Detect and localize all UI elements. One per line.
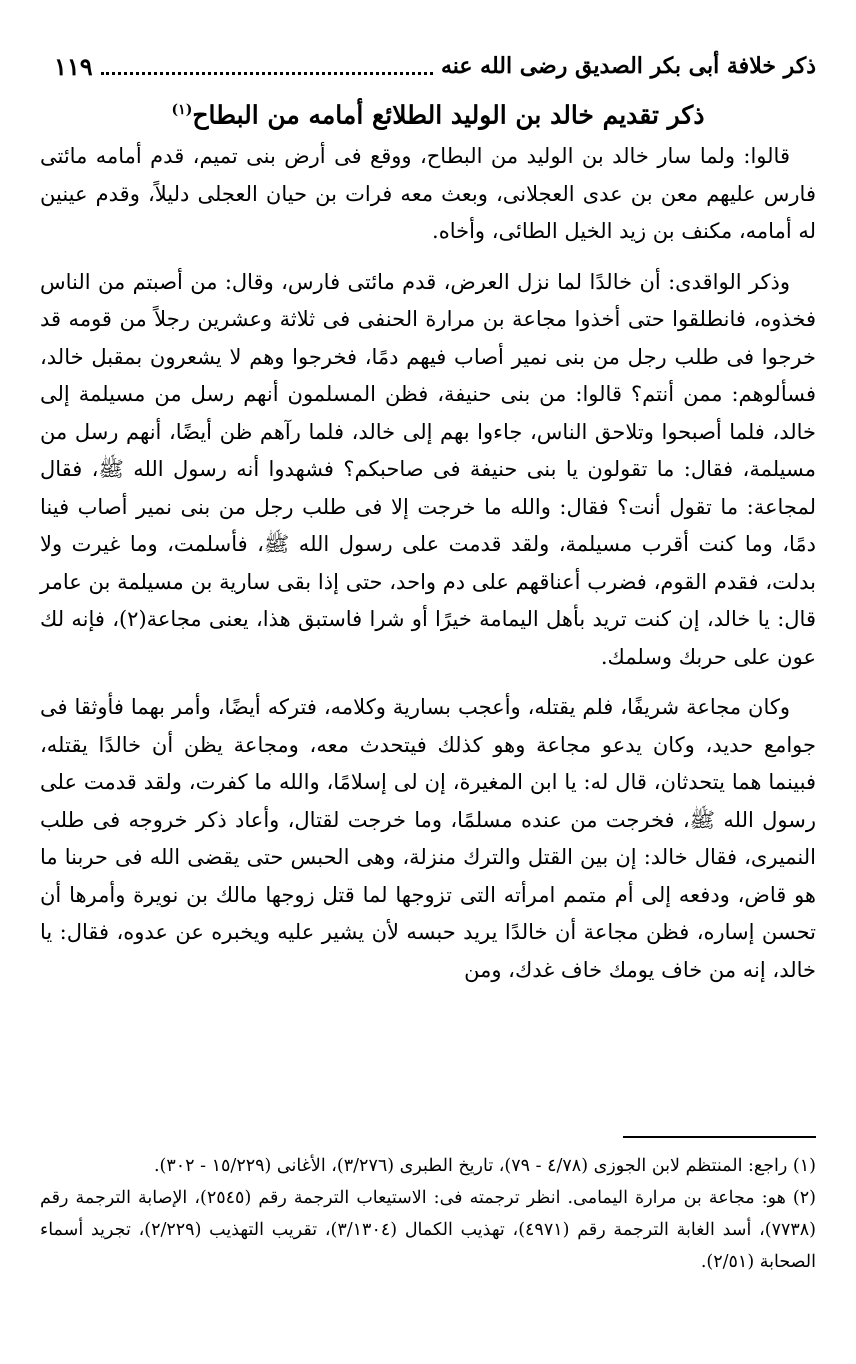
- footnotes: [40, 1150, 816, 1278]
- paragraph: وذكر الواقدى: أن خالدًا لما نزل العرض، قدم مائتى فارس، وقال: من أصبتم من الناس فخذوه، فانطلقوا حتى أخذوا مجاعة بن مرارة الحنفى فى ثلاثة وعشرين رجلاً من قومه قد خرجوا فى طلب رجل من بنى نمير أصاب فيهم دمًا، فخرجوا وهم لا يشعرون بمقبل خالد، فسألوهم: ممن أنتم؟ قالوا: من بنى حنيفة، فظن المسلمون أنهم رسل من مسيلمة إلى خالد، فلما أصبحوا وتلاحق الناس، جاءوا بهم إلى خالد، فلما رآهم ظن أيضًا، أنهم رسل من مسيلمة، فقال: ما تقولون يا بنى حنيفة فى صاحبكم؟ فشهدوا أنه رسول الله ﷺ، فقال لمجاعة: ما تقول أنت؟ فقال: والله ما خرجت إلا فى طلب رجل من بنى نمير أصاب فينا دمًا، وما كنت أقرب مسيلمة، ولقد قدمت على رسول الله ﷺ، فأسلمت، وما غيرت ولا بدلت، فقدم القوم، فضرب أعناقهم على دم واحد، حتى إذا بقى سارية بن مسيلمة بن عامر قال: يا خالد، إن كنت تريد بأهل اليمامة خيرًا أو شرا فاستبق هذا، يعنى مجاعة(٢)، فإنه لك عون على حربك وسلمك.: [40, 269, 816, 669]
- paragraph: قالوا: ولما سار خالد بن الوليد من البطاح، ووقع فى أرض بنى تميم، قدم أمامه مائتى فارس عليهم معن بن عدى العجلانى، وبعث معه فرات بن حيان العجلى دليلاً، وقدم عينين له أمامه، مكنف بن زيد الخيل الطائى، وأخاه.: [40, 144, 816, 243]
- running-title: ذكر خلافة أبى بكر الصديق رضى الله عنه: [440, 53, 816, 79]
- chapter-title: [60, 90, 816, 130]
- paragraph: وكان مجاعة شريفًا، فلم يقتله، وأعجب بسارية وكلامه، فتركه أيضًا، وأمر بهما فأوثقا فى جوامع حديد، وكان يدعو مجاعة وهو كذلك فيتحدث معه، ومجاعة يظن أن خالدًا يقتله، فبينما هما يتحدثان، قال له: يا ابن المغيرة، إن لى إسلامًا، والله ما كفرت، ولقد قدمت على رسول الله ﷺ، فخرجت من عنده مسلمًا، وما خرجت لقتال، وأعاد ذكر خروجه فى طلب النميرى، فقال خالد: إن بين القتل والترك منزلة، وهى الحبس حتى يقضى الله فى حربنا ما هو قاض، ودفعه إلى أم متمم امرأته التى تزوجها لما قتل زوجها مالك بن نويرة وأمرها أن تحسن إساره، فظن مجاعة أن خالدًا يريد حبسه لأن يشير عليه ويخبره عن عدوه، فقال: يا خالد، إنه من خاف يومك خاف غدك، ومن: [40, 695, 816, 982]
- page-number: ١١٩: [54, 51, 93, 81]
- footnote-divider: [623, 1136, 816, 1138]
- main-text: [40, 138, 816, 1002]
- footnote: (٢) هو: مجاعة بن مرارة اليمامى. انظر ترجمته فى: الاستيعاب الترجمة رقم (٢٥٤٥)، الإصابة الترجمة رقم (٧٧٣٨)، أسد الغابة الترجمة رقم (٤٩٧١)، تهذيب الكمال (٣/١٣٠٤)، تقريب التهذيب (٢/٢٢٩)، تجريد أسماء الصحابة (٢/٥١).: [40, 1188, 816, 1272]
- footnote: (١) راجع: المنتظم لابن الجوزى (٤/٧٨ - ٧٩)، تاريخ الطبرى (٣/٢٧٦)، الأغانى (١٥/٢٢٩ - ٣٠٢).: [153, 1156, 816, 1176]
- running-header: [54, 46, 816, 86]
- leader-dots: [101, 58, 433, 75]
- chapter-title-text: ذكر تقديم خالد بن الوليد الطلائع أمامه من البطاح: [192, 100, 705, 130]
- chapter-footnote-ref: (١): [171, 102, 193, 118]
